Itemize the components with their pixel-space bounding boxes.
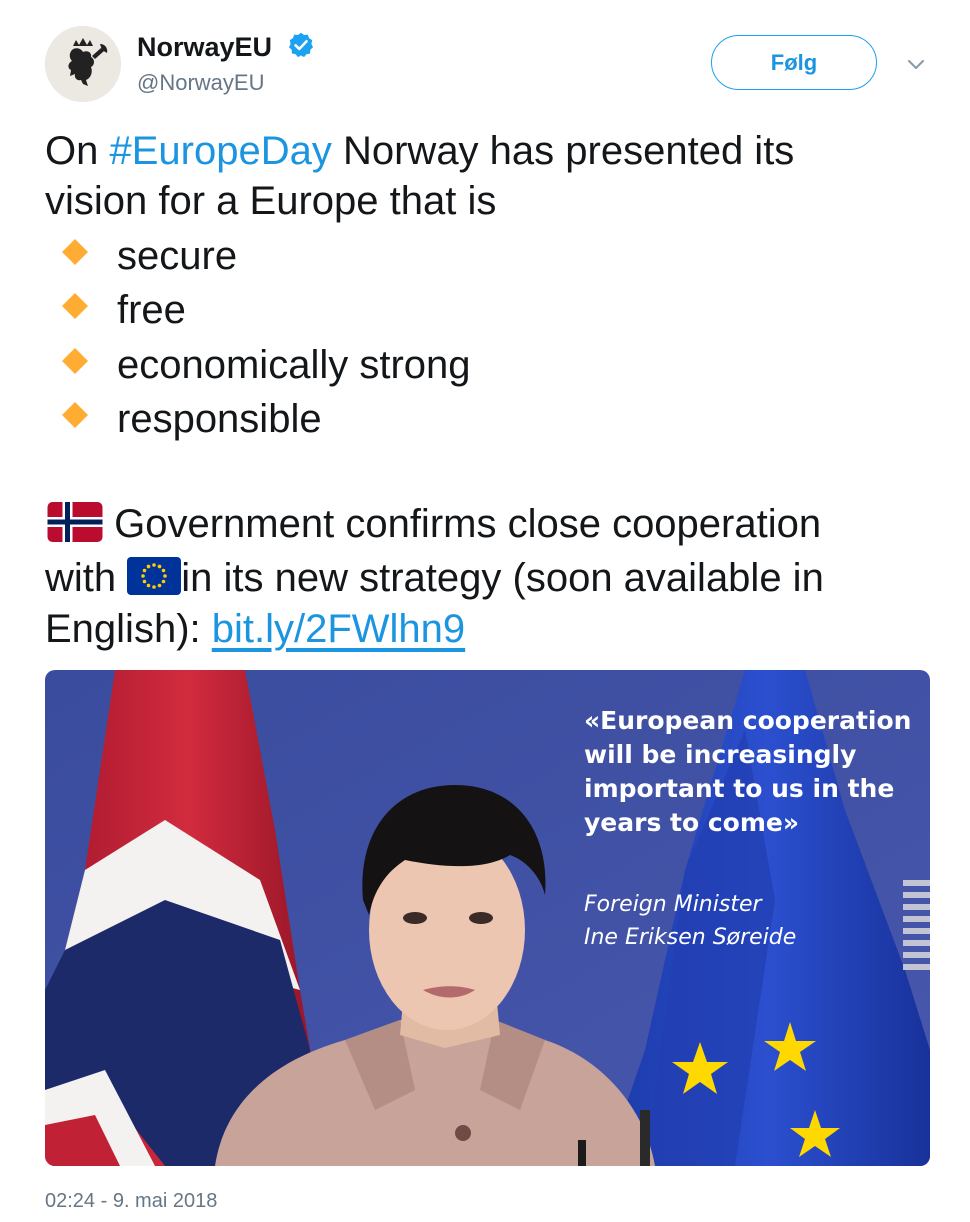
media-quote — [584, 704, 924, 840]
hashtag-link[interactable]: #EuropeDay — [109, 129, 332, 173]
orange-diamond-icon — [61, 347, 89, 375]
tweet-text-segment: in its new strategy (soon available in — [181, 556, 824, 600]
orange-diamond-icon — [61, 238, 89, 266]
avatar[interactable] — [45, 26, 121, 102]
tweet-text-line — [47, 499, 821, 549]
norway-coat-of-arms-icon — [45, 26, 121, 102]
attribution-line: Ine Eriksen Søreide — [584, 925, 797, 950]
tweet-text-segment: Government confirms close cooperation — [103, 502, 822, 546]
handle[interactable]: @NorwayEU — [137, 70, 265, 95]
bullet-item: economically strong — [117, 343, 471, 387]
display-name[interactable]: NorwayEU — [137, 32, 273, 62]
timestamp-link[interactable]: 02:24 - 9. mai 2018 — [45, 1190, 218, 1212]
quote-line: years to come» — [584, 808, 800, 837]
url-link[interactable]: bit.ly/2FWlhn9 — [211, 607, 466, 651]
bullet-item: responsible — [117, 397, 322, 441]
tweet-text-segment: Norway has presented its — [331, 129, 795, 173]
quote-line: «European cooperation — [584, 706, 912, 735]
tweet-text-segment: with — [45, 556, 128, 600]
verified-badge-icon — [287, 31, 315, 59]
tweet-text-line — [45, 553, 824, 603]
quote-line: important to us in the — [584, 774, 895, 803]
tweet-text-line: vision for a Europe that is — [45, 179, 497, 223]
eu-flag-icon — [127, 557, 181, 595]
orange-diamond-icon — [61, 401, 89, 429]
media-attribution — [584, 888, 796, 954]
orange-diamond-icon — [61, 292, 89, 320]
attribution-line: Foreign Minister — [584, 892, 762, 917]
bullet-item: secure — [117, 234, 238, 278]
norway-flag-icon — [47, 502, 103, 542]
bullet-item: free — [117, 288, 186, 332]
media-image[interactable] — [45, 670, 930, 1166]
tweet-text-segment: English): — [45, 607, 212, 651]
chevron-down-icon[interactable] — [904, 52, 928, 76]
quote-line: will be increasingly — [584, 740, 857, 769]
tweet-text-line — [45, 126, 794, 176]
tweet-text-line — [45, 604, 465, 654]
tweet-text-segment: On — [45, 129, 110, 173]
follow-button[interactable]: Følg — [711, 35, 877, 90]
